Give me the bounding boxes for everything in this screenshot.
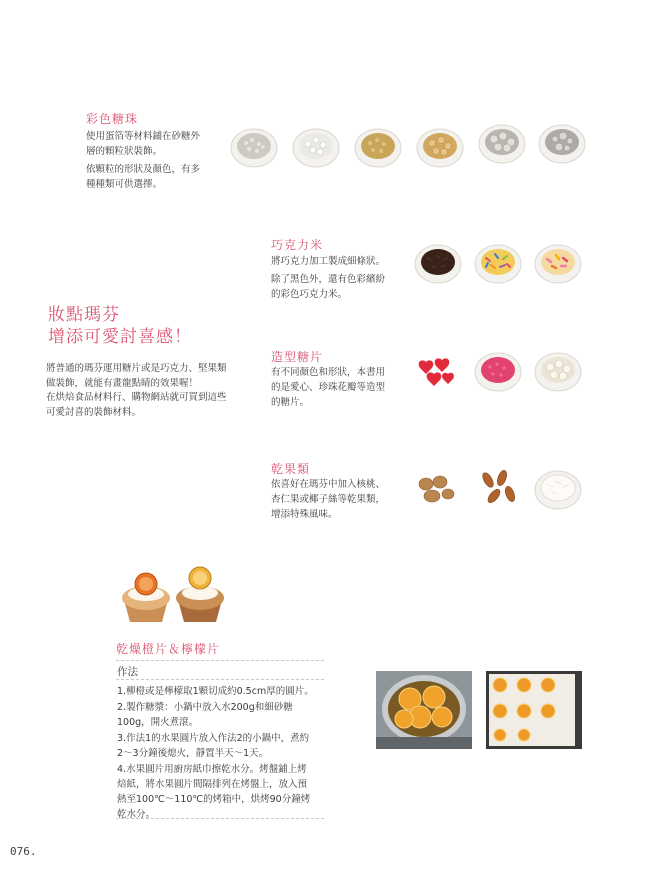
recipe-step — [117, 700, 325, 730]
chocolate-description — [271, 254, 406, 305]
chocolate-sprinkles-photo — [414, 240, 462, 284]
mixed-silver-pearls-photo — [538, 120, 586, 164]
pearl-candies-photo — [534, 348, 582, 392]
orange-slices-on-baking-tray-photo — [486, 671, 582, 749]
recipe-step — [117, 762, 325, 822]
step-line: 熱至100℃～110℃的烤箱中，烘烤90分鐘烤 — [117, 794, 311, 805]
feature-title-line: 妝點瑪芬 — [48, 305, 120, 325]
desc-line: 杏仁果或椰子絲等乾果類， — [271, 494, 386, 505]
feature-line: 可愛討喜的裝飾材料。 — [46, 406, 142, 418]
desc-line: 的是愛心、珍珠花瓣等造型 — [271, 382, 386, 393]
nuts-description — [271, 477, 406, 525]
step-line: 4.水果圓片用廚房紙巾擦乾水分。烤盤鋪上烤 — [117, 764, 307, 775]
sprinkles-description — [86, 129, 221, 195]
heart-candies-photo — [412, 348, 460, 392]
step-line: 焙紙，將水果圓片間隔排列在烤盤上，放入預 — [117, 779, 308, 790]
feature-description — [46, 362, 251, 420]
feature-line: 將普通的瑪芬運用糖片或是巧克力、堅果類 — [46, 363, 227, 374]
silver-dragees-photo — [230, 124, 278, 168]
step-line: 2～3分鐘後熄火，靜置半天～1天。 — [117, 748, 269, 759]
desc-line: 使用蛋箔等材料鋪在砂糖外 — [86, 131, 201, 142]
large-gold-pearls-photo — [416, 124, 464, 168]
step-line: 3.作法1的水果圓片放入作法2的小鍋中，煮約 — [117, 733, 310, 744]
desc-line: 將巧克力加工製成細條狀。 — [271, 256, 386, 267]
sprinkles-title: 彩色糖珠 — [86, 112, 139, 126]
orange-slices-in-pot-photo — [376, 671, 472, 749]
feature-title — [48, 304, 192, 348]
desc-line: 依顆粒的形狀及顏色，有多 — [86, 164, 201, 175]
step-line: 2.製作糖漿：小鍋中放入水200g和細砂糖 — [117, 702, 293, 713]
step-line: 100g，開火煮滾。 — [117, 717, 199, 728]
desc-line: 有不同顏色和形狀，本書用 — [271, 367, 386, 378]
rainbow-sprinkles-photo — [474, 240, 522, 284]
desc-line: 除了黑色外，還有色彩繽紛 — [271, 274, 386, 285]
gold-dragees-photo — [354, 124, 402, 168]
white-pearl-sprinkles-photo — [292, 124, 340, 168]
desc-line: 增添特殊風味。 — [271, 509, 338, 520]
method-label: 作法 — [117, 666, 138, 678]
desc-line: 層的顆粒狀裝飾。 — [86, 146, 163, 157]
feature-line: 做裝飾，就能有畫龍點睛的效果喔！ — [46, 377, 199, 389]
shaped-description — [271, 365, 406, 413]
pink-sugar-pearls-photo — [474, 348, 522, 392]
recipe-title: 乾燥橙片＆檸檬片 — [116, 642, 221, 656]
chocolate-title: 巧克力米 — [271, 238, 324, 252]
divider — [116, 679, 324, 680]
desc-line: 的糖片。 — [271, 397, 310, 408]
feature-line: 在烘焙食品材料行、購物網站就可買到這些 — [46, 392, 227, 403]
coconut-flakes-photo — [534, 466, 582, 510]
step-line: 乾水分。 — [117, 809, 156, 820]
almonds-photo — [474, 466, 522, 510]
recipe-step — [117, 731, 325, 761]
desc-line: 的彩色巧克力米。 — [271, 289, 348, 300]
page-number: 076. — [10, 845, 37, 858]
divider — [116, 660, 324, 661]
large-silver-pearls-photo — [478, 120, 526, 164]
desc-line: 種種類可供選擇。 — [86, 179, 163, 190]
colorful-candy-sprinkles-photo — [534, 240, 582, 284]
feature-title-line: 增添可愛討喜感！ — [48, 327, 192, 347]
walnuts-photo — [412, 466, 460, 510]
shaped-title: 造型糖片 — [271, 350, 324, 364]
recipe-steps — [117, 684, 325, 823]
recipe-step — [117, 684, 325, 699]
garnished-muffins-photo — [116, 560, 228, 624]
desc-line: 依喜好在瑪芬中加入核桃、 — [271, 479, 386, 490]
divider — [116, 818, 324, 819]
nuts-title: 乾果類 — [271, 462, 311, 476]
step-line: 1.柳橙或是檸檬取1顆切成約0.5cm厚的圓片。 — [117, 686, 314, 697]
